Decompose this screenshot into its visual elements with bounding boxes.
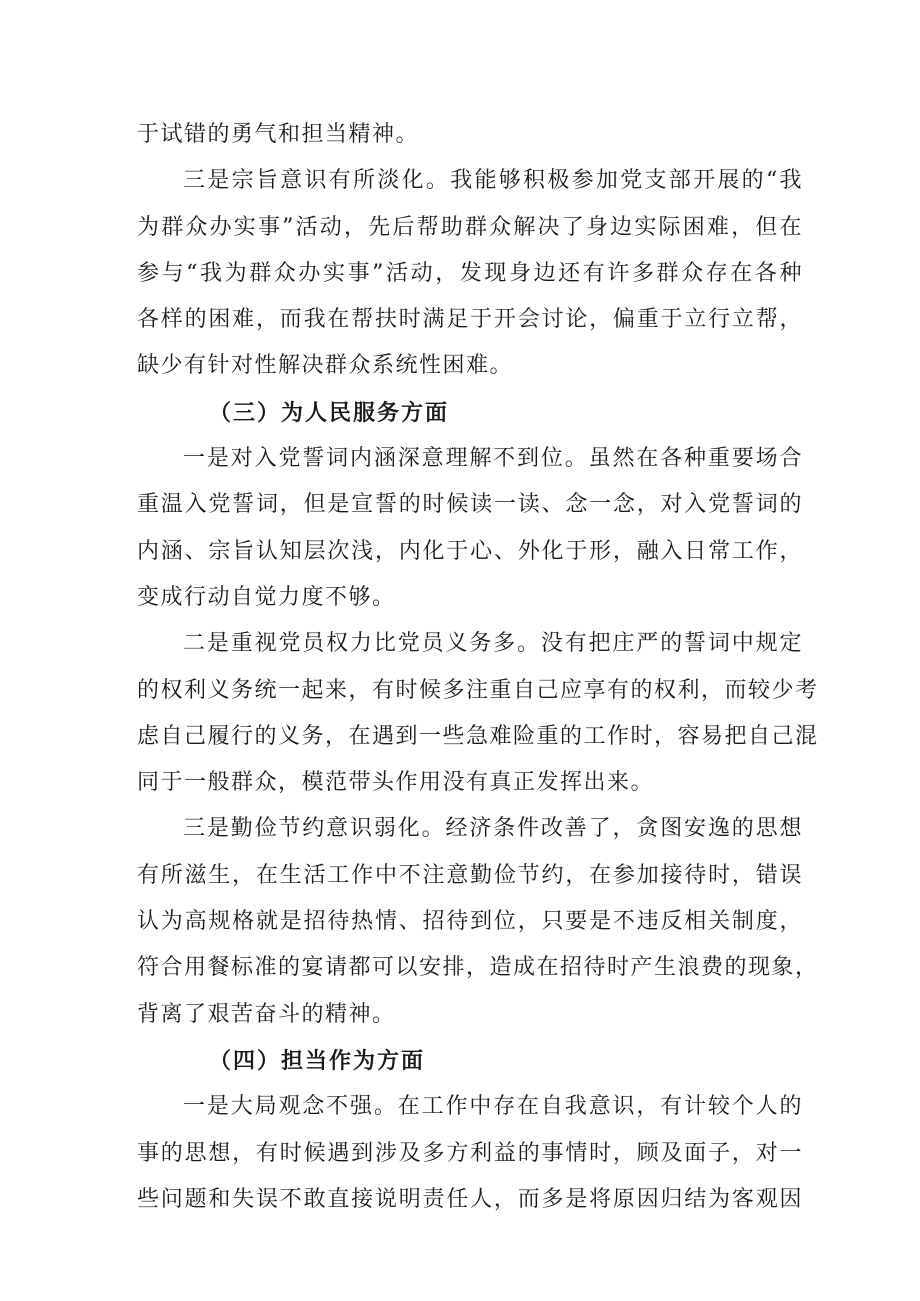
paragraph-line: 背离了艰苦奋斗的精神。 xyxy=(137,1001,396,1027)
paragraph-line: 二是重视党员权力比党员义务多。没有把庄严的誓词中规定 xyxy=(183,631,803,657)
paragraph-line: 一是对入党誓词内涵深意理解不到位。虽然在各种重要场合 xyxy=(183,446,803,472)
document-body xyxy=(137,112,819,1223)
paragraph-line: 些问题和失误不敢直接说明责任人，而多是将原因归结为客观因 xyxy=(137,1186,803,1212)
paragraph-line: 缺少有针对性解决群众系统性困难。 xyxy=(137,353,514,379)
paragraph-line: 内涵、宗旨认知层次浅，内化于心、外化于形，融入日常工作， xyxy=(137,538,803,564)
paragraph-line: 事的思想，有时候遇到涉及多方利益的事情时，顾及面子，对一 xyxy=(137,1140,803,1166)
paragraph-line: 三是宗旨意识有所淡化。我能够积极参加党支部开展的“我 xyxy=(183,168,803,194)
paragraph-line: 虑自己履行的义务，在遇到一些急难险重的工作时，容易把自己混 xyxy=(137,723,819,749)
paragraph-line: 同于一般群众，模范带头作用没有真正发挥出来。 xyxy=(137,770,655,796)
paragraph-line: 变成行动自觉力度不够。 xyxy=(137,584,396,610)
paragraph-line: 一是大局观念不强。在工作中存在自我意识，有计较个人的 xyxy=(183,1094,803,1120)
paragraph-line: 有所滋生，在生活工作中不注意勤俭节约，在参加接待时，错误 xyxy=(137,862,803,888)
paragraph-line: 各样的困难，而我在帮扶时满足于开会讨论，偏重于立行立帮， xyxy=(137,307,803,333)
section-heading: （四）担当作为方面 xyxy=(209,1047,426,1074)
paragraph-line: 于试错的勇气和担当精神。 xyxy=(137,122,420,147)
paragraph-line: 为群众办实事”活动，先后帮助群众解决了身边实际困难，但在 xyxy=(137,214,803,240)
paragraph-line: 认为高规格就是招待热情、招待到位，只要是不违反相关制度， xyxy=(137,909,803,935)
paragraph-line: 三是勤俭节约意识弱化。经济条件改善了，贪图安逸的思想 xyxy=(183,816,803,842)
paragraph-line: 符合用餐标准的宴请都可以安排，造成在招待时产生浪费的现象， xyxy=(137,955,819,981)
section-heading: （三）为人民服务方面 xyxy=(209,399,450,426)
paragraph-line: 的权利义务统一起来，有时候多注重自己应享有的权利，而较少考 xyxy=(137,677,819,703)
paragraph-line: 重温入党誓词，但是宣誓的时候读一读、念一念，对入党誓词的 xyxy=(137,492,803,518)
paragraph-line: 参与“我为群众办实事”活动，发现身边还有许多群众存在各种 xyxy=(137,260,803,286)
